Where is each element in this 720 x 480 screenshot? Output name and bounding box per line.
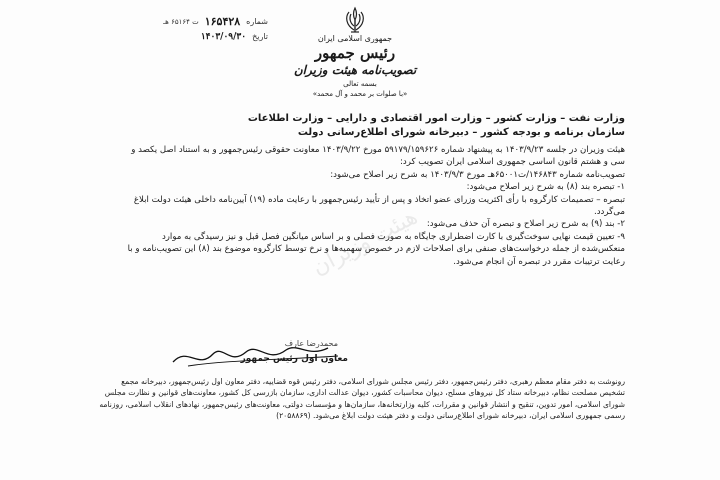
letterhead — [270, 6, 440, 78]
body-paragraph-5: ۲- بند (۹) به شرح زیر اصلاح و تبصره آن حذف می‌شود: — [426, 219, 625, 230]
iran-emblem-icon — [342, 6, 368, 34]
addressees-line-2: سازمان برنامه و بودجه کشور – دبیرخانه شورای اطلاع‌رسانی دولت — [297, 127, 625, 138]
number-suffix: ت ۶۵۱۶۴ هـ — [163, 17, 199, 26]
date-value: ۱۴۰۳/۰۹/۳۰ — [200, 31, 247, 42]
office-title: رئیس جمهور — [314, 44, 396, 62]
signatory-role: معاون اول رئیس جمهور — [240, 354, 348, 364]
addressees-line-1: وزارت نفت – وزارت کشور – وزارت امور اقتصادی و دارایی – وزارت اطلاعات — [247, 113, 625, 124]
invocation-line-2: «با صلوات بر محمد و آل محمد» — [312, 90, 408, 98]
watermark: هیئت وزیران — [308, 204, 422, 281]
doc-type-title: تصویب‌نامه هیئت وزیران — [293, 63, 417, 77]
date-label: تاریخ — [252, 32, 268, 41]
body-paragraph-2: تصویب‌نامه شماره ۱۴۶۸۴۳/ت۶۵۰۰۱هـ مورخ ۱۴۰۳/۹/۳ به شرح زیر اصلاح می‌شود: — [330, 169, 625, 180]
copy-recipients: رونوشت به دفتر مقام معظم رهبری، دفتر رئیس‌جمهور، دفتر رئیس مجلس شورای اسلامی، دفتر رئیس قوه قضاییه، دفتر معاون اول رئیس‌جمهور، دبیرخانه مجمع تشخیص مصلحت نظام، دبیرخانه ستاد کل نیروهای مسلح، دیوان محاسبات کشور، دیوان عدالت اداری، سازمان بازرسی کل کشور، معاونت‌های قوانین و نظارت مجلس شورای اسلامی، امور تدوین، تنقیح و انتشار قوانین و مقررات، کلیه وزارتخانه‌ها، سازمان‌ها و مؤسسات دولتی، معاونت‌های رئیس‌جمهور، نهادهای انقلاب اسلامی، روزنامه رسمی جمهوری اسلامی ایران، دبیرخانه شورای اطلاع‌رسانی دولت و دفتر هیئت دولت ابلاغ می‌شود. (۲۰۵۸۸۶۹) — [99, 377, 625, 420]
decree-body — [125, 144, 625, 268]
invocation-line-1: بسمه تعالی — [343, 80, 377, 88]
body-paragraph-1: هیئت وزیران در جلسه ۱۴۰۳/۹/۲۳ به پیشنهاد شماره ۵۹۱۷۹/۱۵۹۶۲۶ مورخ ۱۴۰۳/۹/۲۲ معاونت حقوقی رئیس‌جمهور و به استناد اصل یکصد و سی و هشتم قانون اساسی جمهوری اسلامی ایران تصویب کرد: — [131, 145, 625, 168]
signatory-name: محمدرضا عارف — [284, 339, 338, 348]
number-value: ۱۶۵۴۲۸ — [204, 15, 241, 28]
body-paragraph-3: ۱- تبصره بند (۸) به شرح زیر اصلاح می‌شود: — [466, 182, 625, 193]
date-row — [118, 29, 268, 44]
number-row — [118, 14, 268, 29]
body-paragraph-6: ۹- تعیین قیمت نهایی سوخت‌گیری با کارت اضطراری جایگاه به صورت فصلی و بر اساس میانگین فصل قبل و نیز رسیدگی به موارد منعکس‌شده از جمله درخواست‌های صنفی برای اصلاحات لازم در خصوص سهمیه‌ها و نرخ توسط کارگروه موضوع بند (۸) این تصویب‌نامه و با رعایت ترتیبات مقرر در تبصره آن انجام می‌شود. — [127, 231, 625, 267]
invocation — [240, 79, 480, 99]
body-paragraph-4: تبصره – تصمیمات کارگروه با رأی اکثریت وزرای عضو اتخاذ و پس از تأیید رئیس‌جمهور با رعایت ماده (۱۹) آیین‌نامه داخلی هیئت دولت ابلاغ می‌گردد. — [133, 194, 625, 218]
document-meta — [118, 14, 268, 44]
signature-block — [168, 336, 348, 376]
number-label: شماره — [246, 17, 268, 26]
addressees — [105, 112, 625, 140]
country-line: جمهوری اسلامی ایران — [317, 34, 393, 43]
